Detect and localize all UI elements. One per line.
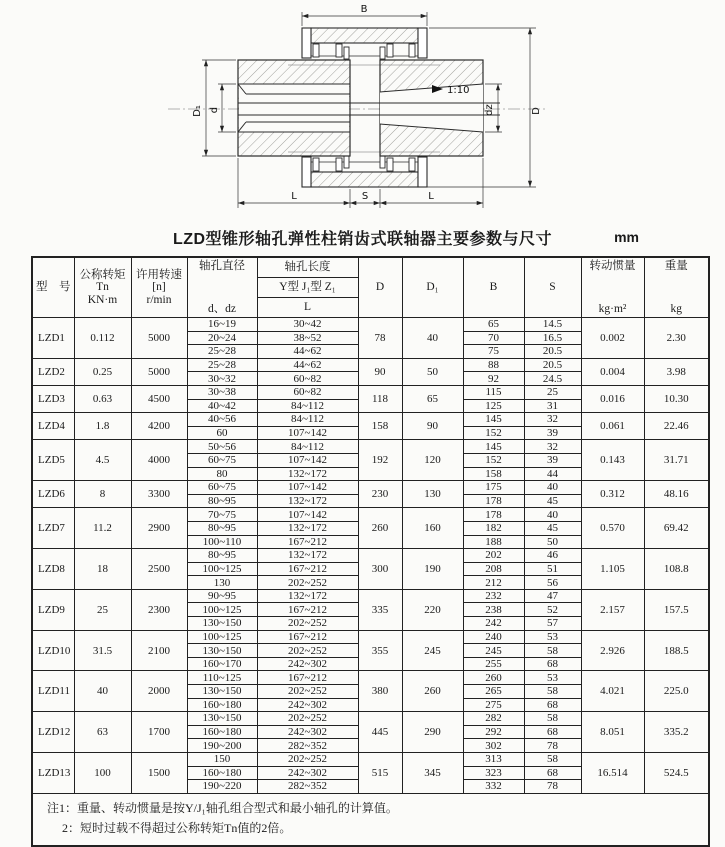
title-row — [0, 226, 725, 250]
S-cell: 31 — [524, 399, 581, 413]
S-cell: 68 — [524, 766, 581, 780]
torque-cell: 0.63 — [74, 385, 131, 412]
col-header-speed — [131, 257, 187, 318]
torque-cell: 100 — [74, 753, 131, 794]
col-header-inertia — [581, 257, 644, 318]
D-cell: 260 — [358, 508, 402, 549]
table-body — [32, 318, 709, 794]
bore-length-cell: 202~252 — [257, 576, 358, 590]
speed-cell: 4500 — [131, 385, 187, 412]
S-cell: 58 — [524, 712, 581, 726]
S-cell: 40 — [524, 481, 581, 495]
S-cell: 50 — [524, 535, 581, 549]
B-cell: 145 — [463, 440, 524, 454]
table-row — [32, 440, 709, 454]
bore-diameter-cell: 100~125 — [187, 630, 257, 644]
header-line: 重量 — [664, 259, 688, 272]
bore-diameter-cell: 80 — [187, 467, 257, 481]
S-cell: 53 — [524, 671, 581, 685]
B-cell: 242 — [463, 617, 524, 631]
bore-length-cell: 167~212 — [257, 535, 358, 549]
torque-cell: 25 — [74, 589, 131, 630]
inertia-cell: 0.002 — [581, 318, 644, 359]
model-cell: LZD3 — [32, 385, 74, 412]
B-cell: 92 — [463, 372, 524, 386]
inertia-cell: 8.051 — [581, 712, 644, 753]
S-cell: 51 — [524, 562, 581, 576]
weight-cell: 69.42 — [644, 508, 709, 549]
table-row — [32, 549, 709, 563]
speed-cell: 5000 — [131, 358, 187, 385]
col-header-D1: D₁ — [402, 257, 463, 318]
torque-cell: 63 — [74, 712, 131, 753]
S-cell: 58 — [524, 685, 581, 699]
bore-diameter-cell: 20~24 — [187, 331, 257, 345]
col-header-torque — [74, 257, 131, 318]
parameters-table — [31, 256, 710, 847]
bore-length-cell: 202~252 — [257, 685, 358, 699]
weight-cell: 10.30 — [644, 385, 709, 412]
header-line: d、dz — [207, 302, 237, 315]
weight-cell: 31.71 — [644, 440, 709, 481]
B-cell: 332 — [463, 780, 524, 794]
B-cell: 152 — [463, 426, 524, 440]
S-cell: 78 — [524, 780, 581, 794]
bore-length-cell: 107~142 — [257, 508, 358, 522]
col-header-model: 型 号 — [32, 257, 74, 318]
S-cell: 16.5 — [524, 331, 581, 345]
dim-label-B: B — [360, 4, 368, 15]
D-cell: 230 — [358, 481, 402, 508]
bore-length-cell: 132~172 — [257, 549, 358, 563]
torque-cell: 11.2 — [74, 508, 131, 549]
B-cell: 178 — [463, 508, 524, 522]
weight-cell: 225.0 — [644, 671, 709, 712]
B-cell: 232 — [463, 589, 524, 603]
B-cell: 182 — [463, 521, 524, 535]
B-cell: 158 — [463, 467, 524, 481]
S-cell: 56 — [524, 576, 581, 590]
dim-label-d: d — [209, 106, 220, 114]
bore-diameter-cell: 60 — [187, 426, 257, 440]
bore-length-cell: 242~302 — [257, 698, 358, 712]
bore-diameter-cell: 50~56 — [187, 440, 257, 454]
speed-cell: 2300 — [131, 589, 187, 630]
D1-cell: 120 — [402, 440, 463, 481]
bore-length-cell: 202~252 — [257, 644, 358, 658]
B-cell: 313 — [463, 753, 524, 767]
header-line: [n] — [152, 281, 166, 294]
S-cell: 53 — [524, 630, 581, 644]
bore-length-cell: 107~142 — [257, 453, 358, 467]
bore-diameter-cell: 160~180 — [187, 766, 257, 780]
D1-cell: 290 — [402, 712, 463, 753]
speed-cell: 2100 — [131, 630, 187, 671]
bore-length-cell: 242~302 — [257, 657, 358, 671]
inertia-cell: 0.570 — [581, 508, 644, 549]
D1-cell: 260 — [402, 671, 463, 712]
table-row — [32, 753, 709, 767]
S-cell: 68 — [524, 698, 581, 712]
inertia-cell: 0.004 — [581, 358, 644, 385]
right-hub — [380, 60, 483, 156]
bore-length-cell: 242~302 — [257, 766, 358, 780]
inertia-cell: 0.016 — [581, 385, 644, 412]
bore-length-cell: 132~172 — [257, 494, 358, 508]
S-cell: 24.5 — [524, 372, 581, 386]
model-cell: LZD11 — [32, 671, 74, 712]
D1-cell: 220 — [402, 589, 463, 630]
bore-diameter-cell: 130~150 — [187, 685, 257, 699]
torque-cell: 0.112 — [74, 318, 131, 359]
B-cell: 70 — [463, 331, 524, 345]
dim-label-dz: dz — [484, 104, 495, 116]
bore-diameter-cell: 130~150 — [187, 644, 257, 658]
bore-length-cell: 107~142 — [257, 426, 358, 440]
bore-diameter-cell: 110~125 — [187, 671, 257, 685]
inertia-cell: 16.514 — [581, 753, 644, 794]
model-cell: LZD13 — [32, 753, 74, 794]
inertia-cell: 0.312 — [581, 481, 644, 508]
bore-diameter-cell: 40~42 — [187, 399, 257, 413]
bore-diameter-cell: 90~95 — [187, 589, 257, 603]
model-cell: LZD2 — [32, 358, 74, 385]
bore-length-cell: 242~302 — [257, 725, 358, 739]
bore-diameter-cell: 16~19 — [187, 318, 257, 332]
bore-diameter-cell: 100~125 — [187, 603, 257, 617]
table-row — [32, 358, 709, 372]
bore-diameter-cell: 100~110 — [187, 535, 257, 549]
bore-length-cell: 167~212 — [257, 603, 358, 617]
bore-diameter-cell: 150 — [187, 753, 257, 767]
D-cell: 515 — [358, 753, 402, 794]
S-cell: 39 — [524, 453, 581, 467]
bore-diameter-cell: 30~32 — [187, 372, 257, 386]
B-cell: 75 — [463, 345, 524, 359]
torque-cell: 1.8 — [74, 413, 131, 440]
B-cell: 275 — [463, 698, 524, 712]
B-cell: 175 — [463, 481, 524, 495]
bore-diameter-cell: 130~150 — [187, 712, 257, 726]
speed-cell: 2000 — [131, 671, 187, 712]
header-line: 许用转速 — [136, 268, 182, 281]
D-cell: 192 — [358, 440, 402, 481]
B-cell: 240 — [463, 630, 524, 644]
torque-cell: 8 — [74, 481, 131, 508]
model-cell: LZD4 — [32, 413, 74, 440]
B-cell: 88 — [463, 358, 524, 372]
model-cell: LZD10 — [32, 630, 74, 671]
weight-cell: 22.46 — [644, 413, 709, 440]
S-cell: 45 — [524, 494, 581, 508]
header-line: r/min — [146, 293, 172, 306]
S-cell: 78 — [524, 739, 581, 753]
taper-label: 1:10 — [447, 85, 470, 96]
unit-label: mm — [614, 229, 639, 245]
B-cell: 125 — [463, 399, 524, 413]
model-cell: LZD6 — [32, 481, 74, 508]
model-cell: LZD5 — [32, 440, 74, 481]
S-cell: 58 — [524, 753, 581, 767]
D-cell: 118 — [358, 385, 402, 412]
bore-diameter-cell: 60~75 — [187, 481, 257, 495]
B-cell: 188 — [463, 535, 524, 549]
weight-cell: 48.16 — [644, 481, 709, 508]
B-cell: 65 — [463, 318, 524, 332]
table-row — [32, 671, 709, 685]
header-line: 公称转矩 — [79, 268, 126, 281]
model-cell: LZD1 — [32, 318, 74, 359]
S-cell: 68 — [524, 725, 581, 739]
coupling-section-drawing — [0, 0, 725, 222]
bore-length-cell: 132~172 — [257, 521, 358, 535]
bore-diameter-cell: 80~95 — [187, 549, 257, 563]
bore-length-cell: 167~212 — [257, 630, 358, 644]
torque-cell: 4.5 — [74, 440, 131, 481]
bore-diameter-cell: 80~95 — [187, 521, 257, 535]
bore-length-cell: 282~352 — [257, 739, 358, 753]
D-cell: 78 — [358, 318, 402, 359]
header-line: KN·m — [87, 293, 118, 306]
B-cell: 265 — [463, 685, 524, 699]
D1-cell: 130 — [402, 481, 463, 508]
dim-label-L-left: L — [291, 191, 297, 202]
dim-label-D: D — [531, 107, 542, 115]
bore-length-cell: 132~172 — [257, 589, 358, 603]
bore-length-cell: 282~352 — [257, 780, 358, 794]
S-cell: 57 — [524, 617, 581, 631]
note-1: 注1：重量、转动惯量是按Y/J₁轴孔组合型式和最小轴孔的计算值。 — [47, 800, 398, 815]
S-cell: 20.5 — [524, 358, 581, 372]
D1-cell: 40 — [402, 318, 463, 359]
D1-cell: 65 — [402, 385, 463, 412]
inertia-cell: 0.143 — [581, 440, 644, 481]
bore-diameter-cell: 190~200 — [187, 739, 257, 753]
D-cell: 355 — [358, 630, 402, 671]
B-cell: 260 — [463, 671, 524, 685]
bore-diameter-cell: 25~28 — [187, 358, 257, 372]
table-row — [32, 318, 709, 332]
bore-diameter-cell: 160~180 — [187, 725, 257, 739]
bore-diameter-cell: 70~75 — [187, 508, 257, 522]
D-cell: 300 — [358, 549, 402, 590]
D-cell: 158 — [358, 413, 402, 440]
S-cell: 46 — [524, 549, 581, 563]
speed-cell: 2500 — [131, 549, 187, 590]
bore-length-cell: 132~172 — [257, 467, 358, 481]
col-header-weight — [644, 257, 709, 318]
model-cell: LZD12 — [32, 712, 74, 753]
inertia-cell: 2.157 — [581, 589, 644, 630]
S-cell: 39 — [524, 426, 581, 440]
dim-label-S: S — [361, 191, 369, 202]
bore-diameter-cell: 40~56 — [187, 413, 257, 427]
header-line: 轴孔直径 — [199, 259, 245, 272]
S-cell: 14.5 — [524, 318, 581, 332]
B-cell: 152 — [463, 453, 524, 467]
bore-length-cell: 44~62 — [257, 358, 358, 372]
torque-cell: 0.25 — [74, 358, 131, 385]
inertia-cell: 4.021 — [581, 671, 644, 712]
col-header-bore-diameter — [187, 257, 257, 318]
dim-label-D1: D₁ — [192, 105, 203, 117]
bore-length-cell: 202~252 — [257, 712, 358, 726]
model-cell: LZD9 — [32, 589, 74, 630]
bore-length-cell: 44~62 — [257, 345, 358, 359]
inertia-cell: 0.061 — [581, 413, 644, 440]
B-cell: 302 — [463, 739, 524, 753]
bore-length-cell: 167~212 — [257, 671, 358, 685]
torque-cell: 18 — [74, 549, 131, 590]
speed-cell: 5000 — [131, 318, 187, 359]
B-cell: 238 — [463, 603, 524, 617]
col-header-B: B — [463, 257, 524, 318]
header-line: kg·m² — [598, 302, 627, 315]
bore-length-cell: 84~112 — [257, 440, 358, 454]
bore-diameter-cell: 160~170 — [187, 657, 257, 671]
note-2: 2：短时过载不得超过公称转矩Tn值的2倍。 — [62, 820, 292, 835]
model-cell: LZD8 — [32, 549, 74, 590]
weight-cell: 3.98 — [644, 358, 709, 385]
B-cell: 145 — [463, 413, 524, 427]
S-cell: 25 — [524, 385, 581, 399]
table-row — [32, 481, 709, 495]
bore-diameter-cell: 130 — [187, 576, 257, 590]
col-header-D: D — [358, 257, 402, 318]
col-header-bore-length-L: L — [257, 298, 358, 318]
col-header-S: S — [524, 257, 581, 318]
weight-cell: 2.30 — [644, 318, 709, 359]
B-cell: 245 — [463, 644, 524, 658]
weight-cell: 188.5 — [644, 630, 709, 671]
table-row — [32, 508, 709, 522]
bore-length-cell: 107~142 — [257, 481, 358, 495]
speed-cell: 2900 — [131, 508, 187, 549]
bore-diameter-cell: 190~220 — [187, 780, 257, 794]
bore-length-cell: 202~252 — [257, 753, 358, 767]
table-header — [32, 257, 709, 318]
weight-cell: 335.2 — [644, 712, 709, 753]
bore-diameter-cell: 100~125 — [187, 562, 257, 576]
header-line: 转动惯量 — [589, 259, 636, 272]
inertia-cell: 2.926 — [581, 630, 644, 671]
bore-diameter-cell: 160~180 — [187, 698, 257, 712]
model-cell: LZD7 — [32, 508, 74, 549]
S-cell: 44 — [524, 467, 581, 481]
bore-diameter-cell: 30~38 — [187, 385, 257, 399]
S-cell: 47 — [524, 589, 581, 603]
S-cell: 68 — [524, 657, 581, 671]
S-cell: 32 — [524, 413, 581, 427]
S-cell: 20.5 — [524, 345, 581, 359]
B-cell: 323 — [463, 766, 524, 780]
bore-diameter-cell: 60~75 — [187, 453, 257, 467]
S-cell: 40 — [524, 508, 581, 522]
B-cell: 178 — [463, 494, 524, 508]
D-cell: 335 — [358, 589, 402, 630]
dim-label-L-right: L — [428, 191, 434, 202]
B-cell: 202 — [463, 549, 524, 563]
col-header-bore-length: 轴孔长度 — [257, 257, 358, 278]
speed-cell: 1500 — [131, 753, 187, 794]
D1-cell: 50 — [402, 358, 463, 385]
table-row — [32, 385, 709, 399]
table-row — [32, 630, 709, 644]
col-header-bore-length-types: Y型 J₁型 Z₁ — [257, 278, 358, 298]
D1-cell: 345 — [402, 753, 463, 794]
torque-cell: 31.5 — [74, 630, 131, 671]
bore-length-cell: 202~252 — [257, 617, 358, 631]
bore-length-cell: 84~112 — [257, 413, 358, 427]
D1-cell: 190 — [402, 549, 463, 590]
notes-row — [32, 793, 709, 846]
bore-diameter-cell: 130~150 — [187, 617, 257, 631]
D1-cell: 245 — [402, 630, 463, 671]
S-cell: 45 — [524, 521, 581, 535]
B-cell: 212 — [463, 576, 524, 590]
bore-length-cell: 167~212 — [257, 562, 358, 576]
bore-length-cell: 30~42 — [257, 318, 358, 332]
B-cell: 115 — [463, 385, 524, 399]
speed-cell: 1700 — [131, 712, 187, 753]
B-cell: 292 — [463, 725, 524, 739]
page-title: LZD型锥形轴孔弹性柱销齿式联轴器主要参数与尺寸 — [172, 231, 553, 248]
table-row — [32, 589, 709, 603]
bore-diameter-cell: 25~28 — [187, 345, 257, 359]
weight-cell: 108.8 — [644, 549, 709, 590]
D1-cell: 160 — [402, 508, 463, 549]
table-row — [32, 413, 709, 427]
speed-cell: 4000 — [131, 440, 187, 481]
header-line: kg — [670, 302, 682, 315]
D1-cell: 90 — [402, 413, 463, 440]
table-row — [32, 712, 709, 726]
header-line: Tn — [96, 281, 109, 294]
S-cell: 52 — [524, 603, 581, 617]
S-cell: 58 — [524, 644, 581, 658]
bore-length-cell: 60~82 — [257, 372, 358, 386]
inertia-cell: 1.105 — [581, 549, 644, 590]
notes-cell — [32, 793, 709, 846]
weight-cell: 524.5 — [644, 753, 709, 794]
D-cell: 445 — [358, 712, 402, 753]
bore-length-cell: 84~112 — [257, 399, 358, 413]
torque-cell: 40 — [74, 671, 131, 712]
D-cell: 90 — [358, 358, 402, 385]
bore-length-cell: 60~82 — [257, 385, 358, 399]
D-cell: 380 — [358, 671, 402, 712]
bore-length-cell: 38~52 — [257, 331, 358, 345]
speed-cell: 4200 — [131, 413, 187, 440]
speed-cell: 3300 — [131, 481, 187, 508]
B-cell: 282 — [463, 712, 524, 726]
S-cell: 32 — [524, 440, 581, 454]
B-cell: 208 — [463, 562, 524, 576]
B-cell: 255 — [463, 657, 524, 671]
weight-cell: 157.5 — [644, 589, 709, 630]
left-hub — [238, 60, 350, 156]
table-footer — [32, 793, 709, 846]
bore-diameter-cell: 80~95 — [187, 494, 257, 508]
